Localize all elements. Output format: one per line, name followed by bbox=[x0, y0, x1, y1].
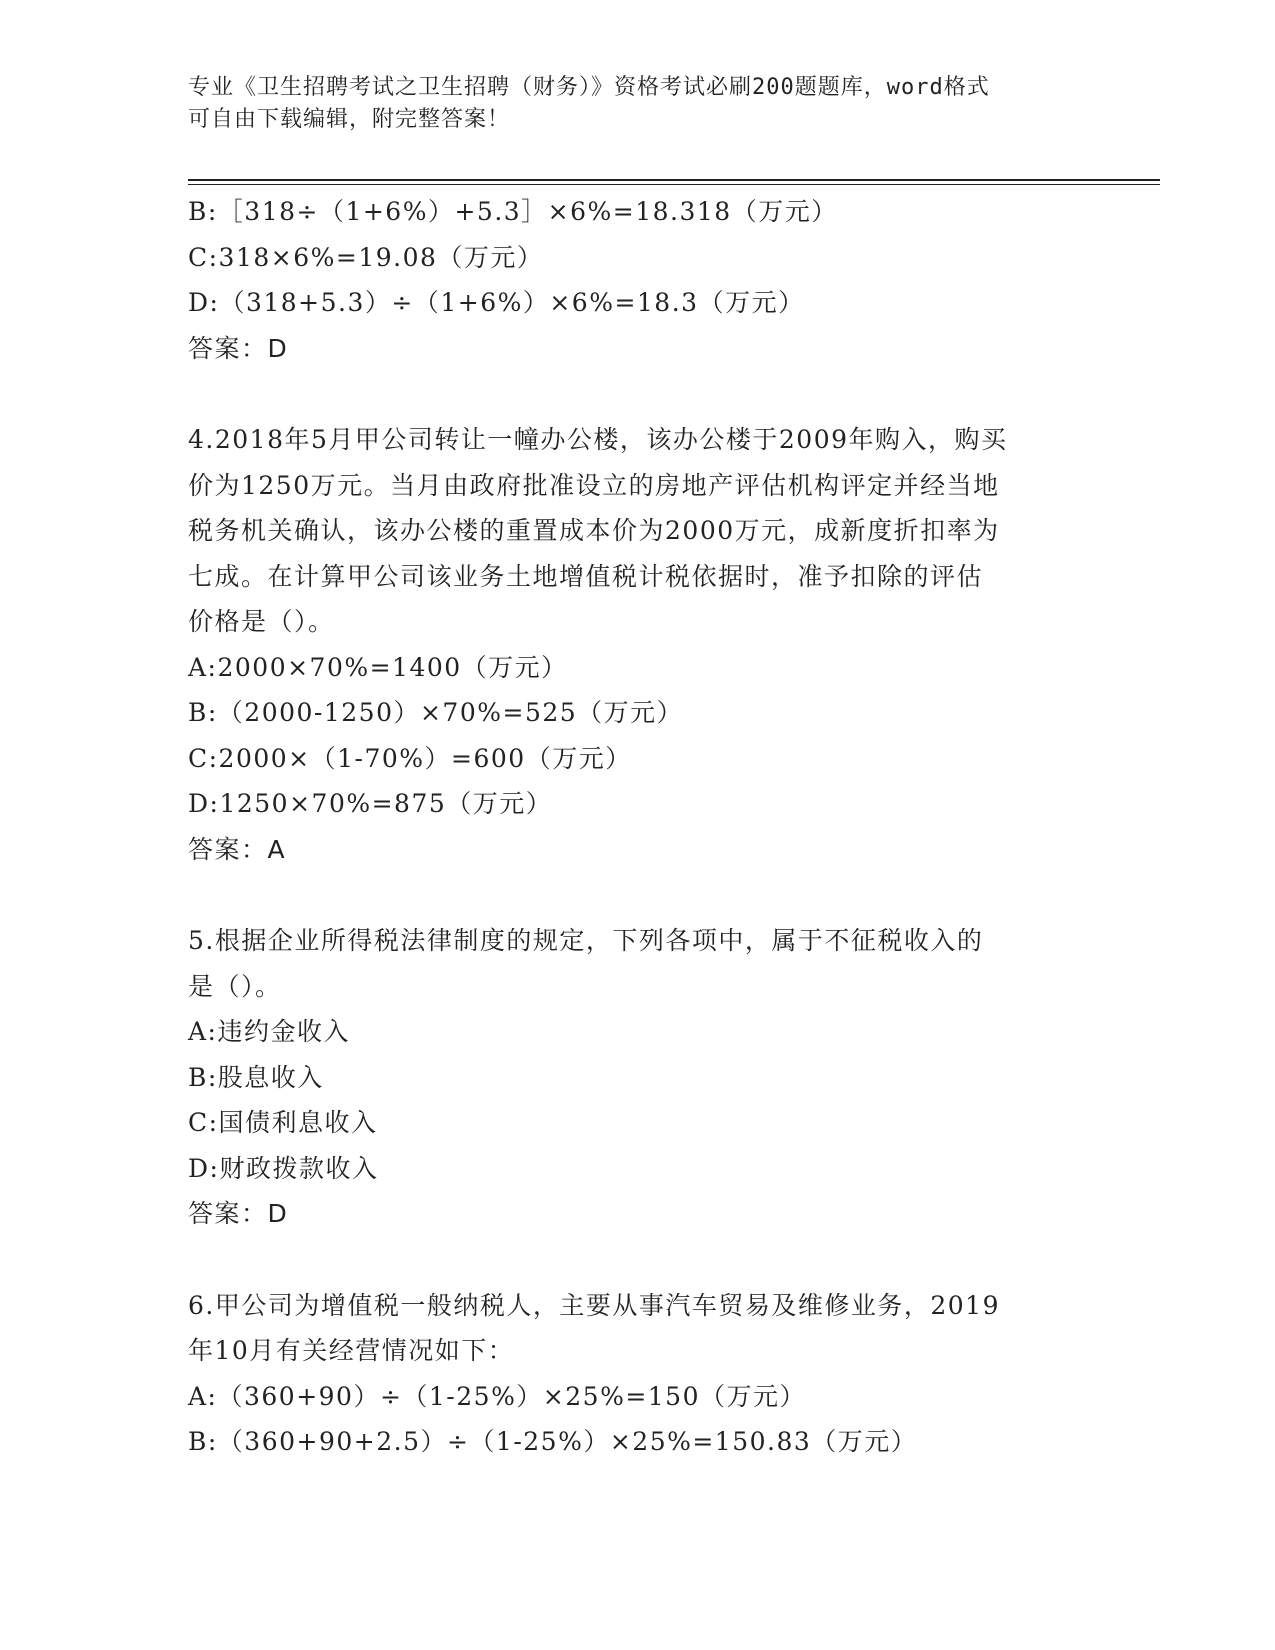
question-5-option-a: A:违约金收入 bbox=[188, 1017, 350, 1046]
question-3-answer: 答案：D bbox=[188, 333, 289, 363]
question-6-option-b: B:（360+90+2.5）÷（1-25%）×25%=150.83（万元） bbox=[188, 1427, 918, 1456]
question-5-stem-line: 5.根据企业所得税法律制度的规定，下列各项中，属于不征税收入的 bbox=[188, 926, 984, 955]
header-divider-thick bbox=[188, 179, 1160, 181]
spacer bbox=[188, 371, 1088, 417]
spacer bbox=[188, 1237, 1088, 1283]
question-4-stem-line: 价为1250万元。当月由政府批准设立的房地产评估机构评定并经当地 bbox=[188, 470, 1000, 500]
question-3-option-b: B:［318÷（1+6%）+5.3］×6%=18.318（万元） bbox=[188, 197, 838, 226]
spacer bbox=[188, 872, 1088, 918]
header-divider-thin bbox=[188, 184, 1160, 185]
question-5-option-b: B:股息收入 bbox=[188, 1062, 324, 1092]
question-5-stem-line: 是（）。 bbox=[188, 971, 282, 1001]
document-header bbox=[188, 72, 1088, 136]
question-4-answer: 答案：A bbox=[188, 834, 287, 864]
question-4-stem-line: 4.2018年5月甲公司转让一幢办公楼，该办公楼于2009年购入，购买 bbox=[188, 425, 1008, 454]
question-4-stem-line: 价格是（）。 bbox=[188, 607, 335, 636]
question-4-option-a: A:2000×70%=1400（万元） bbox=[188, 652, 568, 682]
question-6 bbox=[188, 1283, 1088, 1465]
question-6-stem-line: 年10月有关经营情况如下： bbox=[188, 1336, 515, 1365]
question-5-option-d: D:财政拨款收入 bbox=[188, 1153, 379, 1183]
question-3-option-c: C:318×6%=19.08（万元） bbox=[188, 242, 544, 272]
header-line-1: 专业《卫生招聘考试之卫生招聘（财务）》资格考试必刷200题题库，word格式 bbox=[188, 75, 990, 100]
header-line-2: 可自由下载编辑，附完整答案！ bbox=[188, 107, 511, 132]
question-4-stem-line: 七成。在计算甲公司该业务土地增值税计税依据时，准予扣除的评估 bbox=[188, 561, 984, 591]
question-4-option-d: D:1250×70%=875（万元） bbox=[188, 789, 553, 818]
question-5-answer: 答案：D bbox=[188, 1199, 289, 1228]
question-5 bbox=[188, 918, 1088, 1237]
question-4 bbox=[188, 417, 1088, 872]
question-3-option-d: D:（318+5.3）÷（1+6%）×6%=18.3（万元） bbox=[188, 288, 805, 317]
question-4-option-c: C:2000×（1-70%）=600（万元） bbox=[188, 743, 632, 773]
question-3-tail bbox=[188, 189, 1088, 371]
question-4-stem-line: 税务机关确认，该办公楼的重置成本价为2000万元，成新度折扣率为 bbox=[188, 516, 1000, 545]
question-6-option-a: A:（360+90）÷（1-25%）×25%=150（万元） bbox=[188, 1381, 806, 1411]
question-list bbox=[188, 189, 1088, 1465]
question-4-option-b: B:（2000-1250）×70%=525（万元） bbox=[188, 698, 684, 727]
question-6-stem-line: 6.甲公司为增值税一般纳税人，主要从事汽车贸易及维修业务，2019 bbox=[188, 1290, 1000, 1320]
question-5-option-c: C:国债利息收入 bbox=[188, 1108, 378, 1137]
